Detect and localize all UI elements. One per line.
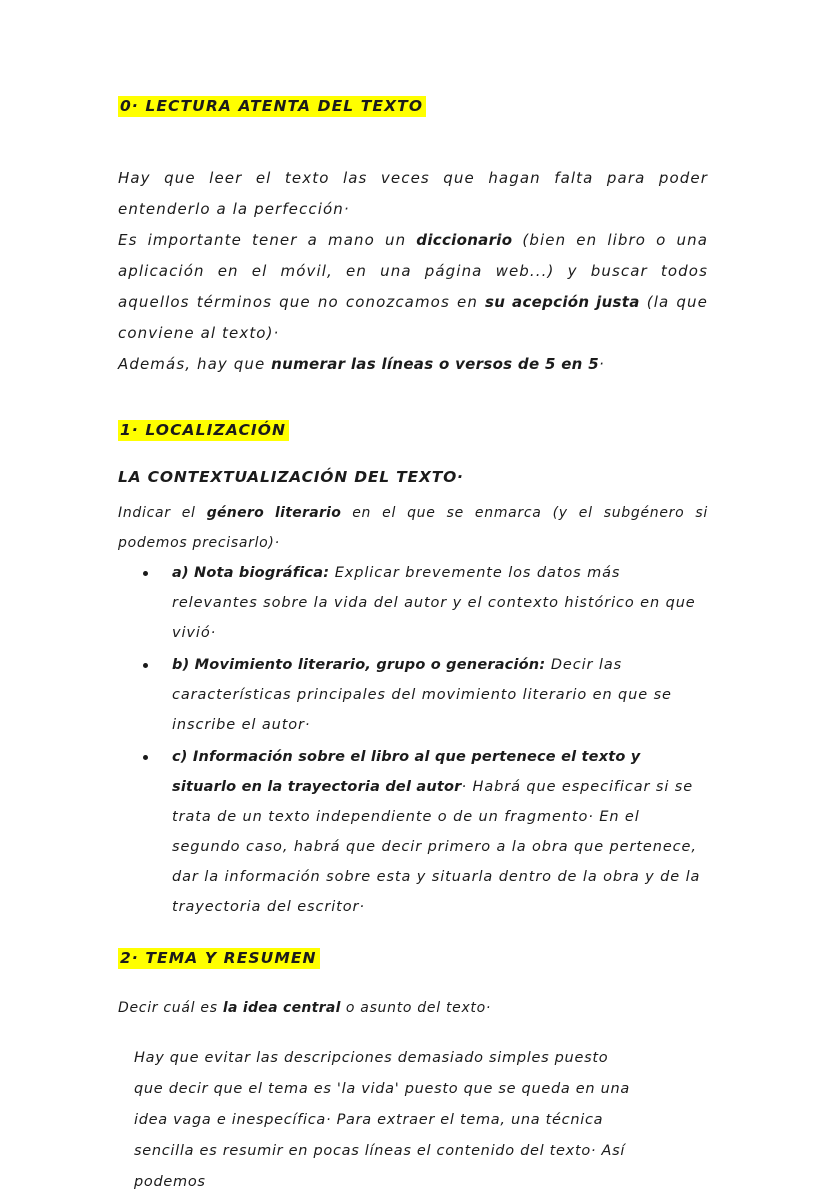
list-item xyxy=(118,558,708,648)
paragraph-0-1: Hay que leer el texto las veces que hagan falta para poder entenderlo a la perfección· xyxy=(118,169,708,218)
text-run: o asunto del texto· xyxy=(340,1000,492,1016)
list-item-label: c) Información sobre el libro al que pertenece el texto y situarlo en la trayectoria del autor xyxy=(172,749,641,795)
list-item xyxy=(118,742,708,922)
section-0-body xyxy=(118,163,708,380)
section-1-body xyxy=(118,498,708,558)
text-run: Decir cuál es xyxy=(118,1000,223,1016)
list-item-label: b) Movimiento literario, grupo o generación: xyxy=(172,657,546,673)
section-1-subheading-wrap xyxy=(118,467,708,486)
section-0-heading: 0· LECTURA ATENTA DEL TEXTO xyxy=(118,96,426,117)
text-run: Indicar el xyxy=(118,505,207,521)
text-run: (bien en libro o una aplicación en el móvil, en una página web...) y buscar todos aquellos términos que no conozcamos en xyxy=(118,231,708,311)
paragraph-1-1 xyxy=(118,498,708,558)
text-run: en el que se enmarca (y el subgénero si podemos precisarlo)· xyxy=(118,505,708,551)
paragraph-2-1 xyxy=(118,993,708,1023)
text-run: · xyxy=(598,355,605,373)
paragraph-0-2 xyxy=(118,225,708,349)
text-run: Además, hay que xyxy=(118,355,272,373)
list-item-text: Explicar brevemente los datos más relevantes sobre la vida del autor y el contexto histórico en que vivió· xyxy=(172,565,696,641)
paragraph-0-3 xyxy=(118,349,708,380)
list-item-text: · Habrá que especificar si se trata de un texto independiente o de un fragmento· En el segundo caso, habrá que decir primero a la obra que pertenece, dar la información sobre esta y situarla dentro de la obra y de la trayectoria del escritor· xyxy=(172,779,701,915)
emphasis-idea-central: la idea central xyxy=(222,1000,341,1016)
list-item xyxy=(118,650,708,740)
section-0-heading-wrap xyxy=(118,96,708,115)
text-run: (la que conviene al texto)· xyxy=(118,293,708,342)
section-2-quote: Hay que evitar las descripciones demasiado simples puesto que decir que el tema es 'la vida' puesto que se queda en una idea vaga e inespecífica· Para extraer el tema, una técnica sencilla es resumir en pocas líneas el contenido del texto· Así podemos xyxy=(134,1050,630,1190)
emphasis-acepcion: su acepción justa xyxy=(485,293,640,311)
section-1-heading-wrap xyxy=(118,420,708,439)
section-2-heading: 2· TEMA Y RESUMEN xyxy=(118,948,320,969)
list-item-label: a) Nota biográfica: xyxy=(172,565,330,581)
section-1-subheading: LA CONTEXTUALIZACIÓN DEL TEXTO· xyxy=(118,468,464,486)
bullet-list xyxy=(118,558,708,922)
emphasis-diccionario: diccionario xyxy=(416,231,513,249)
section-2-quote-wrap xyxy=(118,1043,708,1198)
list-item-text: Decir las características principales del movimiento literario en que se inscribe el autor· xyxy=(172,657,672,733)
emphasis-numerar: numerar las líneas o versos de 5 en 5 xyxy=(271,355,599,373)
emphasis-genero-literario: género literario xyxy=(206,505,342,521)
section-2-body xyxy=(118,993,708,1023)
section-1-heading: 1· LOCALIZACIÓN xyxy=(118,420,289,441)
text-run: Es importante tener a mano un xyxy=(118,231,417,249)
section-2-heading-wrap xyxy=(118,948,708,967)
